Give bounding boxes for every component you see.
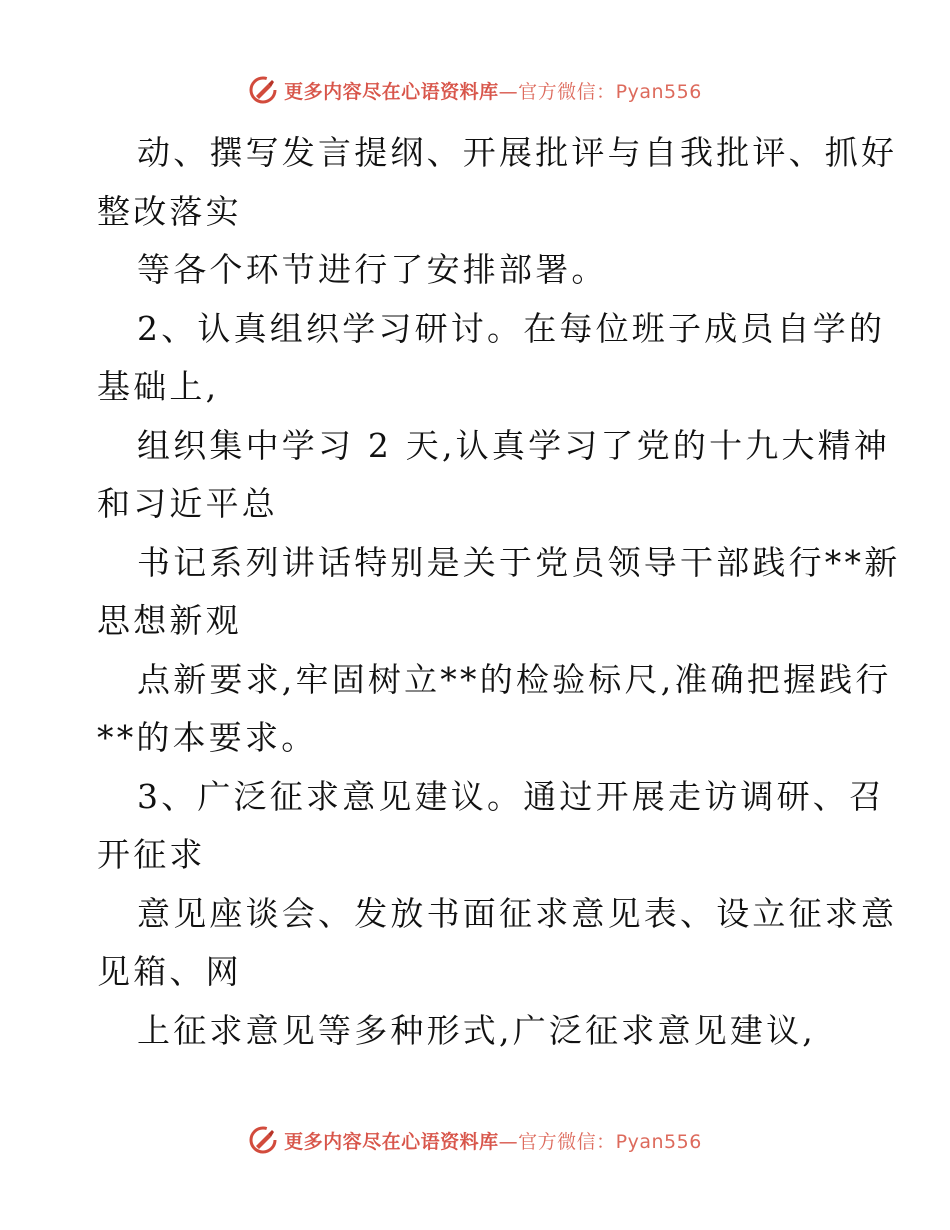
text-line: 意见座谈会、发放书面征求意见表、设立征求意 [137, 893, 898, 933]
text-line: 见箱、网 [97, 952, 242, 991]
header-watermark [0, 70, 950, 110]
footer-watermark [0, 1120, 950, 1160]
text-line: 整改落实 [97, 191, 242, 231]
watermark-main-text: 更多内容尽在心语资料库 [284, 80, 499, 103]
text-line: 点新要求,牢固树立**的检验标尺,准确把握践行 [137, 659, 892, 699]
watermark-main-text: 更多内容尽在心语资料库 [284, 1130, 499, 1153]
watermark-text [284, 1127, 702, 1154]
text-line: 思想新观 [97, 601, 242, 640]
watermark-text [284, 77, 702, 104]
text-line: 和习近平总 [97, 484, 278, 523]
text-line: 开征求 [97, 835, 206, 874]
text-line: 基础上, [97, 367, 220, 406]
watermark-dash: — [498, 1130, 519, 1153]
text-line: 动、撰写发言提纲、开展批评与自我批评、抓好 [137, 133, 898, 172]
watermark-contact-text: 官方微信：Pyan556 [518, 1130, 702, 1153]
text-line: 等各个环节进行了安排部署。 [137, 250, 608, 289]
text-line: 2、认真组织学习研讨。在每位班子成员自学的 [137, 308, 886, 348]
watermark-contact-text: 官方微信：Pyan556 [518, 80, 702, 103]
text-line: 上征求意见等多种形式,广泛征求意见建议, [137, 1010, 816, 1050]
text-line: 书记系列讲话特别是关于党员领导干部践行**新 [137, 542, 901, 582]
watermark-dash: — [498, 80, 519, 103]
text-line: **的本要求。 [97, 718, 318, 757]
text-line: 3、广泛征求意见建议。通过开展走访调研、召 [137, 776, 886, 816]
red-brush-seal-icon [248, 75, 278, 105]
text-line: 组织集中学习 2 天,认真学习了党的十九大精神 [137, 425, 891, 465]
red-brush-seal-icon [248, 1125, 278, 1155]
document-body [97, 124, 901, 1060]
